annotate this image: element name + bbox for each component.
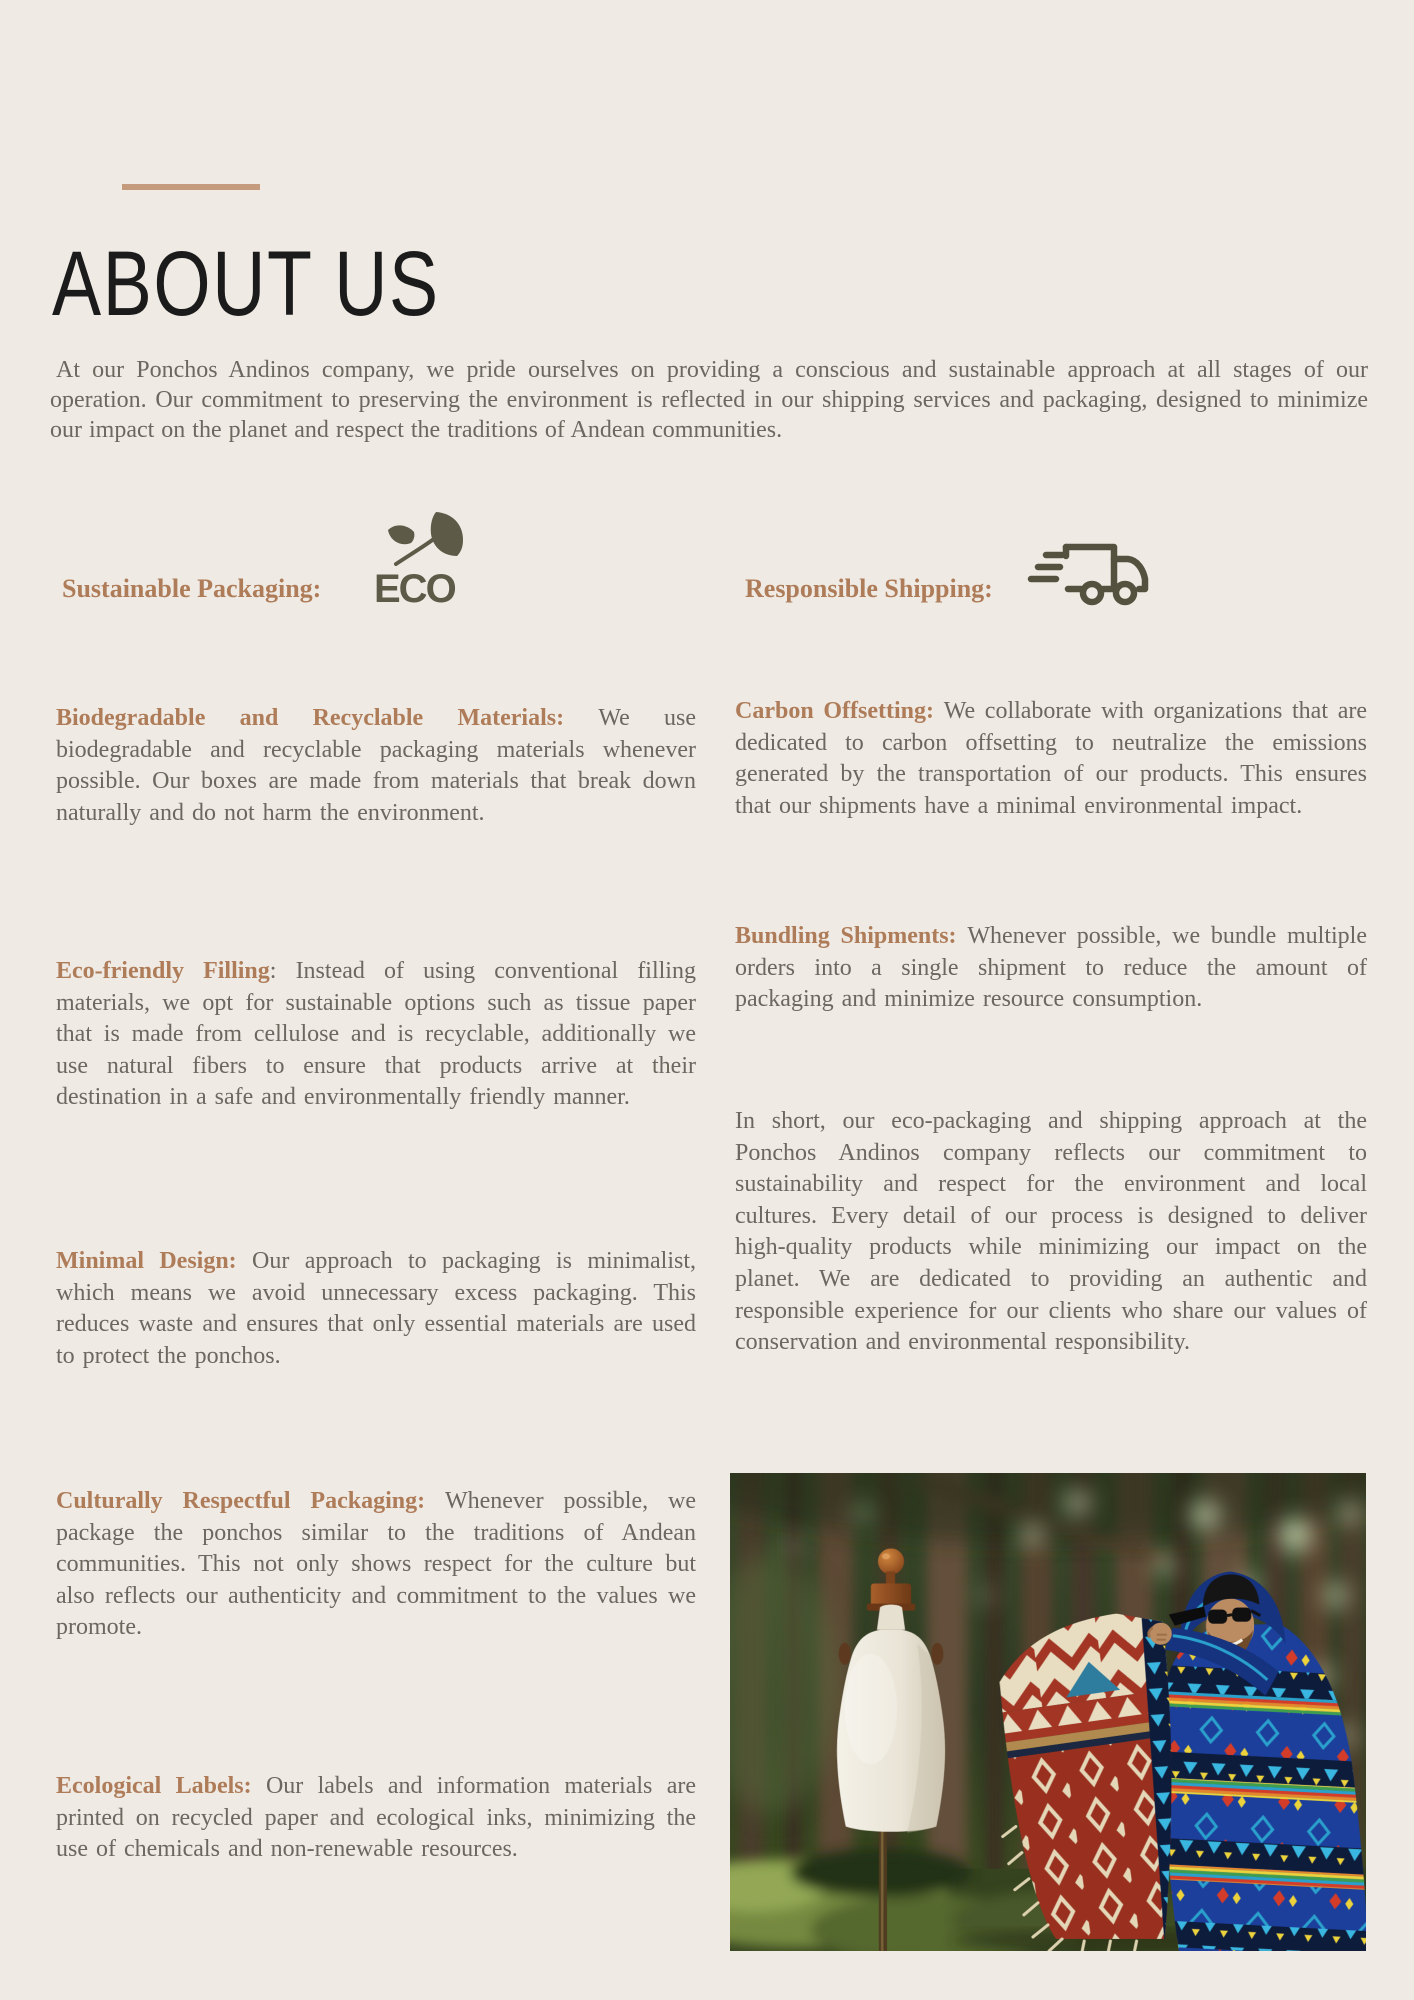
section-body: Our labels and information materials are printed on recycled paper and ecological inks, minimizing the use of chemicals and non-renewable resources. bbox=[56, 1773, 696, 1863]
section-heading: Carbon Offsetting: bbox=[735, 698, 944, 724]
section-heading: Ecological Labels: bbox=[56, 1773, 266, 1799]
section-body: : Instead of using conventional filling materials, we opt for sustainable options such as tissue paper that is made from cellulose and is recyclable, additionally we use natural fibers to ensure that products arrive at their destination in a safe and environmentally friendly manner. bbox=[56, 958, 696, 1111]
section-body: Whenever possible, we package the ponchos similar to the traditions of Andean communities. This not only shows respect for the culture but also reflects our authenticity and commitment to the values we promote. bbox=[56, 1488, 696, 1641]
left-column bbox=[56, 700, 696, 1960]
section-body: In short, our eco-packaging and shipping approach at the Ponchos Andinos company reflects our commitment to sustainability and respect for the environment and local cultures. Every detail of our process is designed to deliver high-quality products while minimizing our impact on the planet. We are dedicated to providing an authentic and responsible experience for our clients who share our values of conservation and environmental responsibility. bbox=[735, 1108, 1367, 1356]
eco-leaves-icon bbox=[374, 510, 466, 610]
section-heading: Eco-friendly Filling bbox=[56, 958, 270, 984]
section-culturally-respectful-packaging bbox=[56, 1486, 696, 1644]
section-heading: Bundling Shipments: bbox=[735, 923, 968, 949]
eco-badge-text: ECO bbox=[374, 567, 455, 610]
section-ecological-labels bbox=[56, 1771, 696, 1866]
accent-rule bbox=[122, 184, 260, 190]
section-heading: Minimal Design: bbox=[56, 1248, 253, 1274]
section-minimal-design bbox=[56, 1246, 696, 1372]
section-biodegradable-materials bbox=[56, 703, 696, 829]
section-body: We use biodegradable and recyclable packaging materials whenever possible. Our boxes are made from materials that break down naturally and do not harm the environment. bbox=[56, 705, 697, 826]
intro-paragraph: At our Ponchos Andinos company, we pride ourselves on providing a conscious and sustainable approach at all stages of our operation. Our commitment to preserving the environment is reflected in our shipping services and packaging, designed to minimize our impact on the planet and respect the traditions of Andean communities. bbox=[50, 357, 1368, 443]
section-body: Our approach to packaging is minimalist, which means we avoid unnecessary excess packaging. This reduces waste and ensures that only essential materials are used to protect the ponchos. bbox=[56, 1248, 697, 1369]
section-heading: Culturally Respectful Packaging: bbox=[56, 1488, 445, 1514]
section-carbon-offsetting bbox=[735, 696, 1367, 822]
right-column bbox=[735, 688, 1367, 1488]
section-body: Whenever possible, we bundle multiple orders into a single shipment to reduce the amount of packaging and minimize resource consumption. bbox=[735, 923, 1367, 1013]
delivery-truck-icon bbox=[1026, 534, 1154, 622]
closing-paragraph bbox=[735, 1106, 1367, 1359]
page-title: ABOUT US bbox=[52, 233, 440, 335]
section-body: We collaborate with organizations that are dedicated to carbon offsetting to neutralize the emissions generated by the transportation of our products. This ensures that our shipments have a minimal environmental impact. bbox=[735, 698, 1367, 819]
sustainable-packaging-label: Sustainable Packaging: bbox=[62, 574, 322, 603]
section-eco-friendly-filling bbox=[56, 956, 696, 1114]
responsible-shipping-label: Responsible Shipping: bbox=[745, 574, 993, 603]
ponchos-photo bbox=[730, 1473, 1366, 1951]
section-heading: Biodegradable and Recyclable Materials: bbox=[56, 705, 599, 731]
section-bundling-shipments bbox=[735, 921, 1367, 1016]
